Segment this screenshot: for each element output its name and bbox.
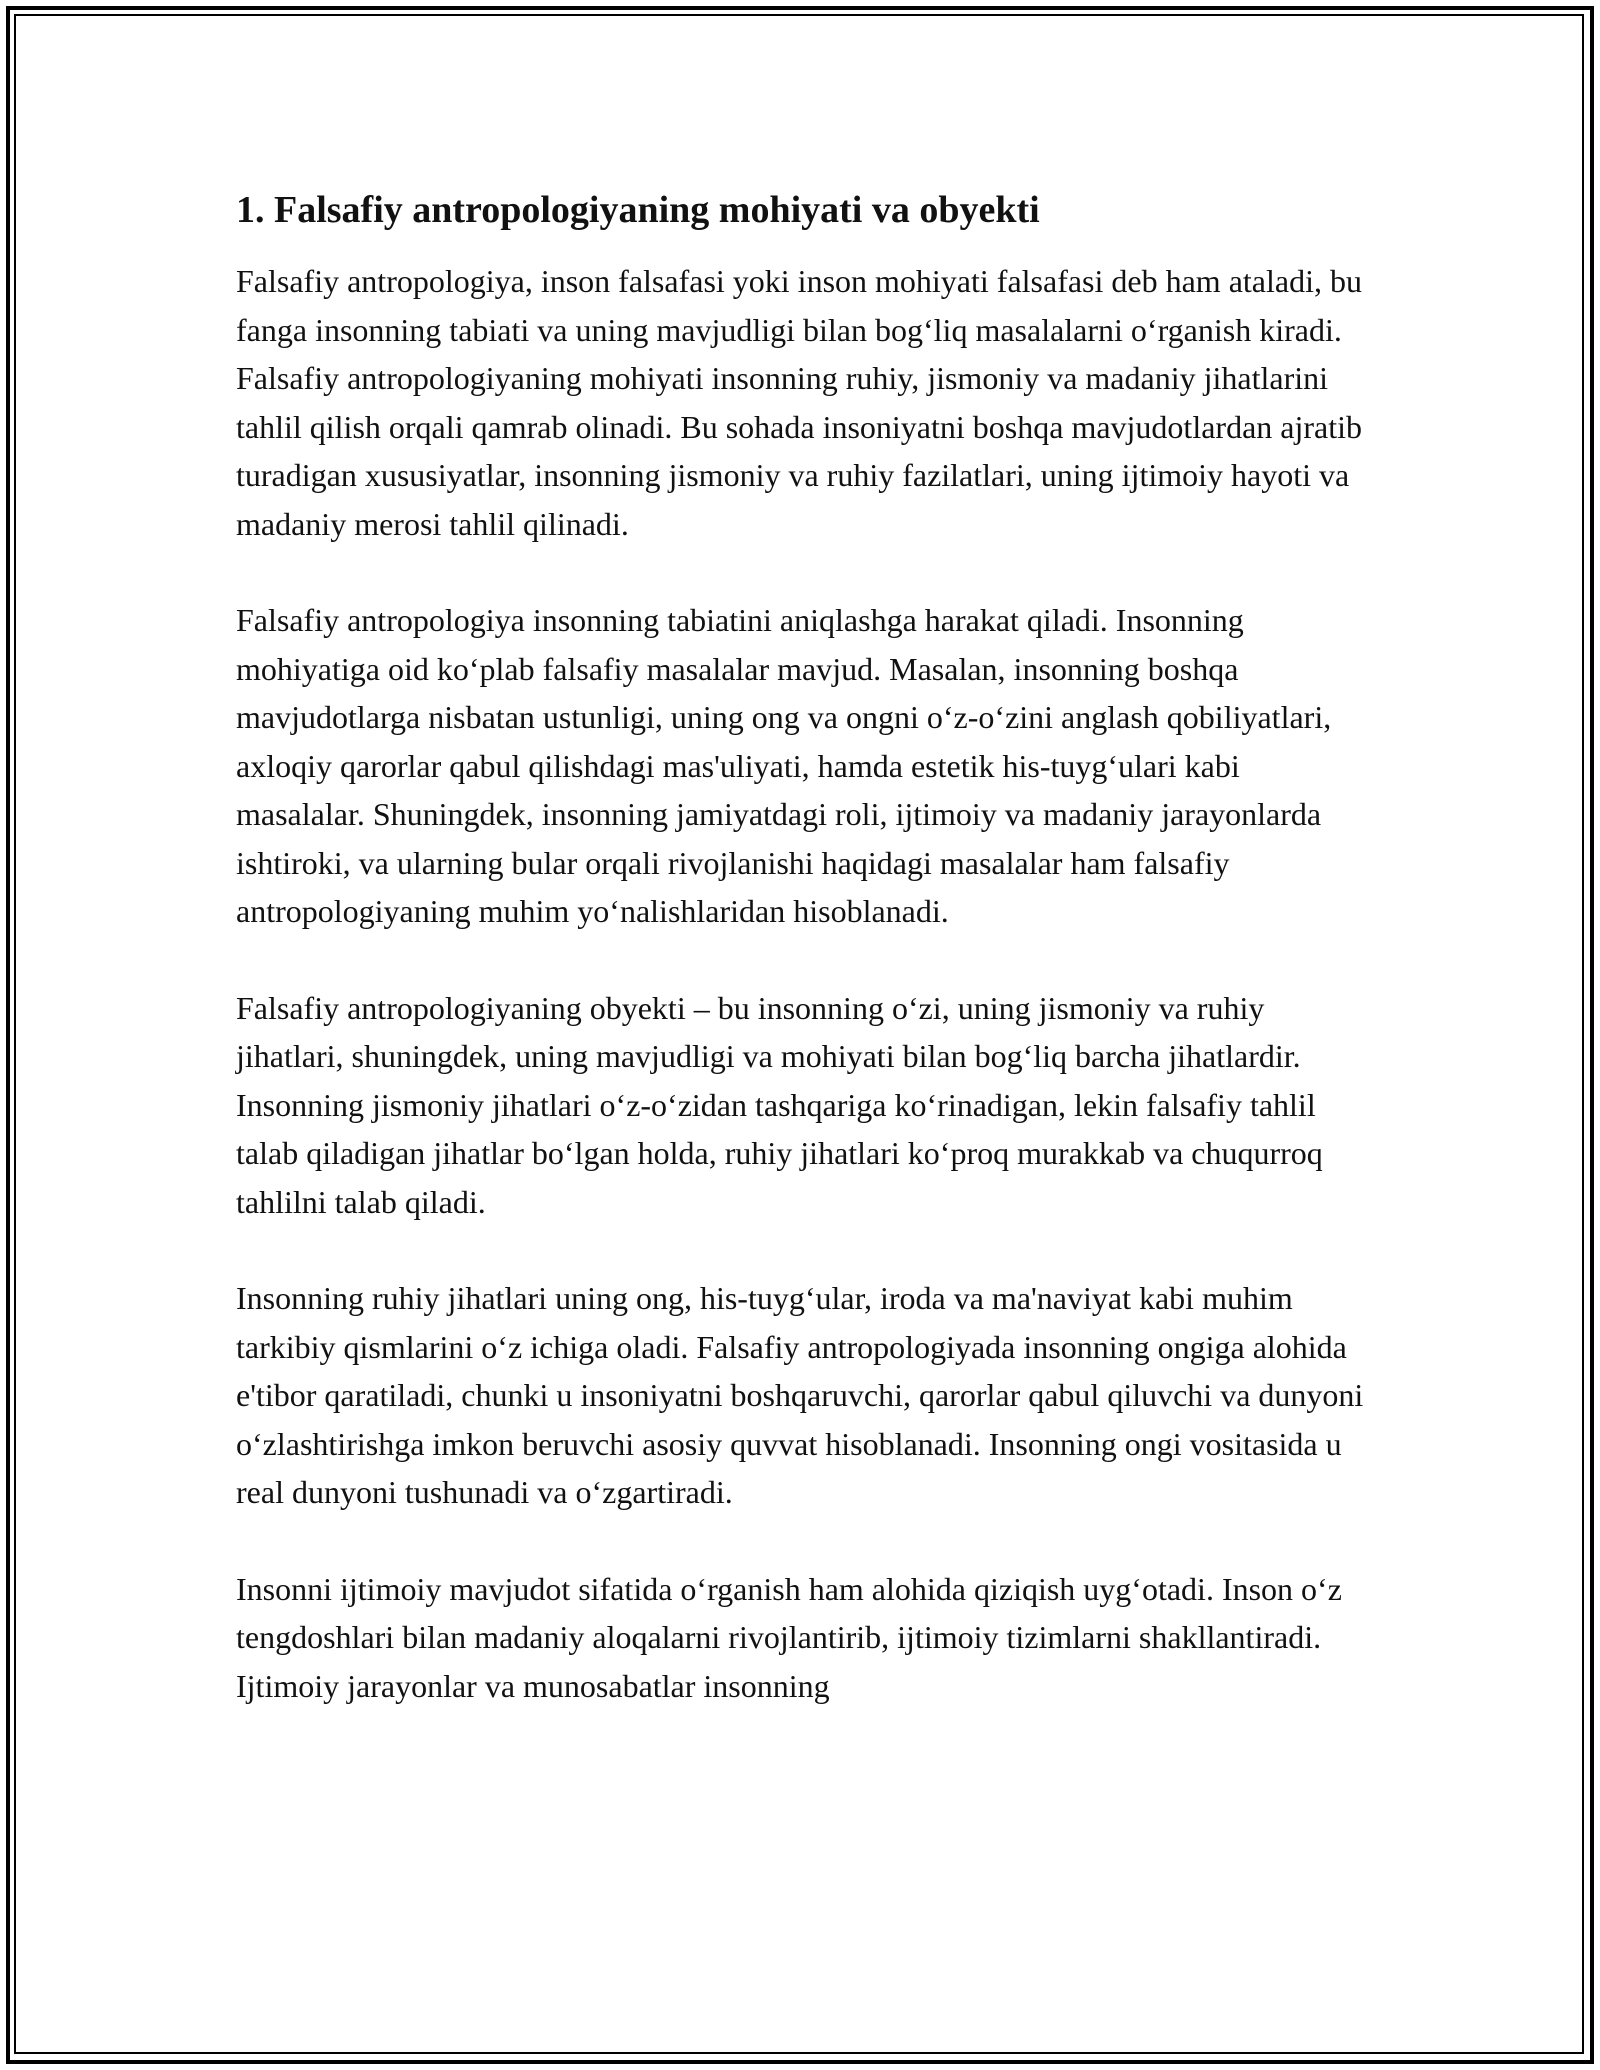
paragraph-5: Insonni ijtimoiy mavjudot sifatida o‘rganish ham alohida qiziqish uyg‘otadi. Inson o‘z tengdoshlari bilan madaniy aloqalarni rivojlantirib, ijtimoiy tizimlarni shakllantiradi. Ijtimoiy jarayonlar va munosabatlar insonning <box>236 1570 1342 1704</box>
paragraph-1: Falsafiy antropologiya, inson falsafasi yoki inson mohiyati falsafasi deb ham ataladi, bu fanga insonning tabiati va uning mavjudligi bilan bog‘liq masalalarni o‘rganish kiradi. Falsafiy antropologiyaning mohiyati insonning ruhiy, jismoniy va madaniy jihatlarini tahlil qilish orqali qamrab olinadi. Bu sohada insoniyatni boshqa mavjudotlardan ajratib turadigan xususiyatlar, insonning jismoniy va ruhiy fazilatlari, uning ijtimoiy hayoti va madaniy merosi tahlil qilinadi. <box>236 263 1362 542</box>
document-body <box>236 186 1376 1758</box>
section-heading: 1. Falsafiy antropologiyaning mohiyati va obyekti <box>236 189 1040 231</box>
paragraph-2: Falsafiy antropologiya insonning tabiatini aniqlashga harakat qiladi. Insonning mohiyatiga oid ko‘plab falsafiy masalalar mavjud. Masalan, insonning boshqa mavjudotlarga nisbatan ustunligi, uning ong va ongni o‘z-o‘zini anglash qobiliyatlari, axloqiy qarorlar qabul qilishdagi mas'uliyati, hamda estetik his-tuyg‘ulari kabi masalalar. Shuningdek, insonning jamiyatdagi roli, ijtimoiy va madaniy jarayonlarda ishtiroki, va ularning bular orqali rivojlanishi haqidagi masalalar ham falsafiy antropologiyaning muhim yo‘nalishlaridan hisoblanadi. <box>236 602 1332 930</box>
paragraph-3: Falsafiy antropologiyaning obyekti – bu insonning o‘zi, uning jismoniy va ruhiy jihatlari, shuningdek, uning mavjudligi va mohiyati bilan bog‘liq barcha jihatlardir. Insonning jismoniy jihatlari o‘z-o‘zidan tashqariga ko‘rinadigan, lekin falsafiy tahlil talab qiladigan jihatlar bo‘lgan holda, ruhiy jihatlari ko‘proq murakkab va chuqurroq tahlilni talab qiladi. <box>236 989 1323 1220</box>
paragraph-4: Insonning ruhiy jihatlari uning ong, his-tuyg‘ular, iroda va ma'naviyat kabi muhim tarkibiy qismlarini o‘z ichiga oladi. Falsafiy antropologiyada insonning ongiga alohida e'tibor qaratiladi, chunki u insoniyatni boshqaruvchi, qarorlar qabul qiluvchi va dunyoni o‘zlashtirishga imkon beruvchi asosiy quvvat hisoblanadi. Insonning ongi vositasida u real dunyoni tushunadi va o‘zgartiradi. <box>236 1280 1364 1511</box>
